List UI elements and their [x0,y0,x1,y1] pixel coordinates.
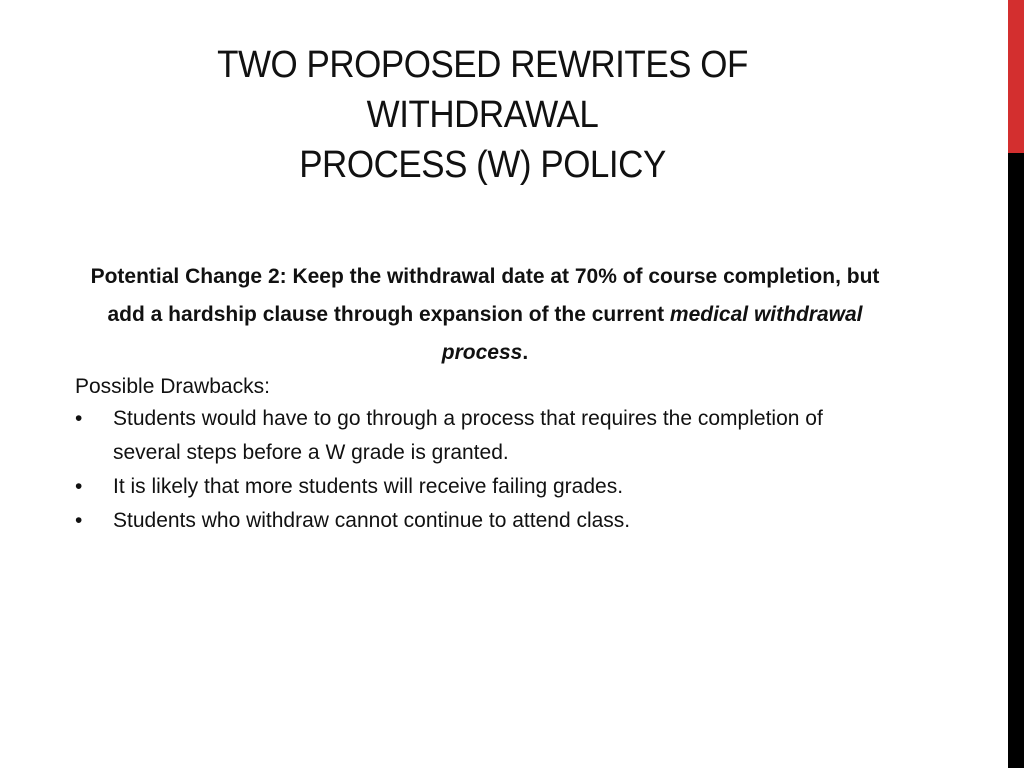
accent-black-bar [1008,153,1024,768]
accent-red-bar [1008,0,1024,153]
drawbacks-label: Possible Drawbacks: [75,375,270,398]
bullet-icon: • [75,509,83,532]
bullet-icon: • [75,407,83,430]
list-item-text: Students who withdraw cannot continue to attend class. [113,509,631,532]
list-item-text: Students would have to go through a process that requires the completion of several steps before a W grade is granted. [113,407,823,464]
list-item-text: It is likely that more students will receive failing grades. [113,475,624,498]
list-item [75,402,895,470]
heading-period: . [522,341,529,364]
slide-body [75,258,895,538]
heading-text: Potential Change 2: Keep the withdrawal date at 70% of course completion, but add a hardship clause through expansion of the current [90,265,880,326]
slide-title-line-2: PROCESS (W) POLICY [299,144,666,186]
list-item [75,504,895,538]
bullet-icon: • [75,475,83,498]
slide-title-line-1: TWO PROPOSED REWRITES OF WITHDRAWAL [217,44,748,136]
drawbacks-list [75,402,895,538]
list-item [75,470,895,504]
potential-change-heading [75,258,895,372]
heading-emphasis: medical withdrawal process [441,303,863,364]
slide-title [103,40,862,190]
